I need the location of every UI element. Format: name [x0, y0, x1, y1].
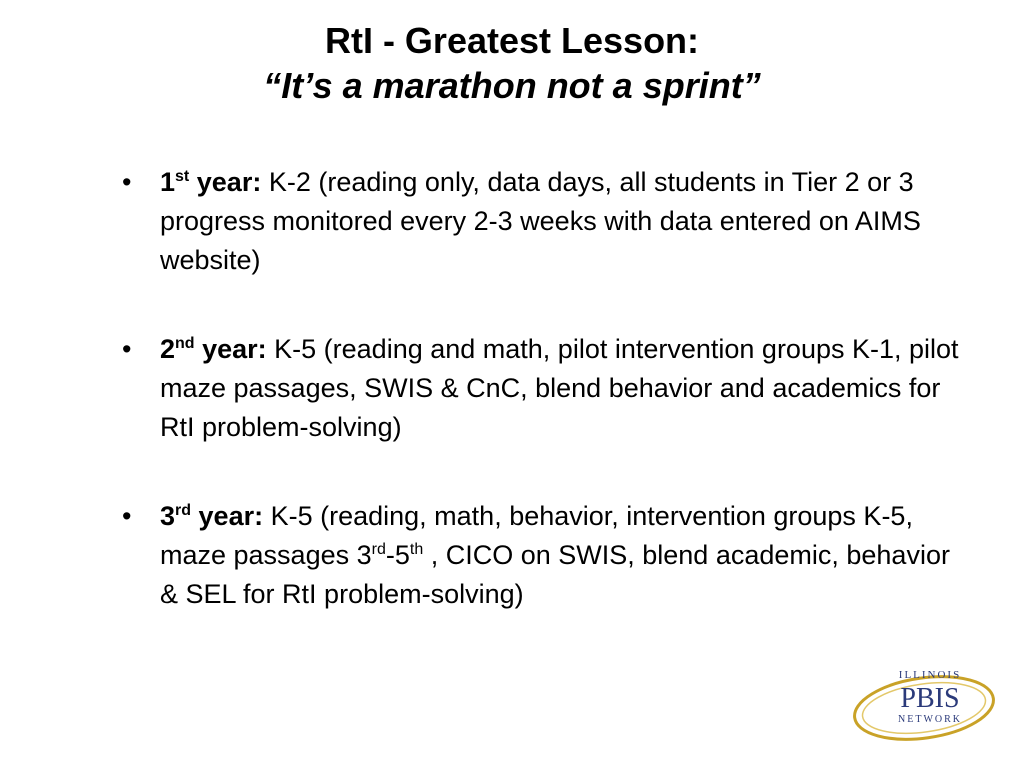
- bullet-label: year:: [194, 334, 267, 364]
- bullet-number: 2: [160, 334, 176, 364]
- ordinal-sup: th: [409, 541, 424, 558]
- illinois-pbis-network-logo: [850, 664, 998, 744]
- title-line: RtI - Greatest Lesson:: [324, 20, 700, 61]
- bullet-text: K-2 (reading only, data days, all students in Tier 2 or 3 progress monitored every 2-3 weeks with data entered on AIMS website): [160, 167, 921, 275]
- bullet-icon: •: [122, 167, 132, 197]
- logo-text-bottom: NETWORK: [898, 714, 962, 725]
- bullet-label: year:: [191, 501, 264, 531]
- title-subtitle: “It’s a marathon not a sprint”: [263, 65, 761, 106]
- bullet-ordinal: rd: [175, 502, 192, 519]
- bullet-item-year-2: [120, 330, 960, 447]
- bullet-lead: [160, 167, 261, 197]
- bullet-item-year-1: [120, 163, 960, 280]
- logo-text-top: ILLINOIS: [898, 669, 962, 681]
- bullet-text: K-5 (reading, math, behavior, intervention groups K-5, maze passages 3: [160, 501, 913, 570]
- bullet-number: 3: [160, 501, 176, 531]
- bullet-item-year-3: [120, 497, 960, 614]
- bullet-list: [120, 163, 960, 614]
- bullet-ordinal: nd: [175, 335, 195, 352]
- slide-title: [0, 18, 1024, 108]
- bullet-text: -5: [385, 540, 410, 570]
- bullet-text: K-5 (reading and math, pilot intervention groups K-1, pilot maze passages, SWIS & CnC, blend behavior and academics for RtI problem-solving): [160, 334, 959, 442]
- bullet-lead: [160, 501, 263, 531]
- bullet-text: , CICO on SWIS, blend academic, behavior & SEL for RtI problem-solving): [160, 540, 950, 609]
- bullet-icon: •: [122, 334, 132, 364]
- bullet-lead: [160, 334, 267, 364]
- bullet-icon: •: [122, 501, 132, 531]
- bullet-ordinal: st: [175, 168, 190, 185]
- bullet-label: year:: [189, 167, 262, 197]
- ordinal-sup: rd: [371, 541, 386, 558]
- logo-text-mid: PBIS: [900, 683, 960, 714]
- bullet-number: 1: [160, 167, 176, 197]
